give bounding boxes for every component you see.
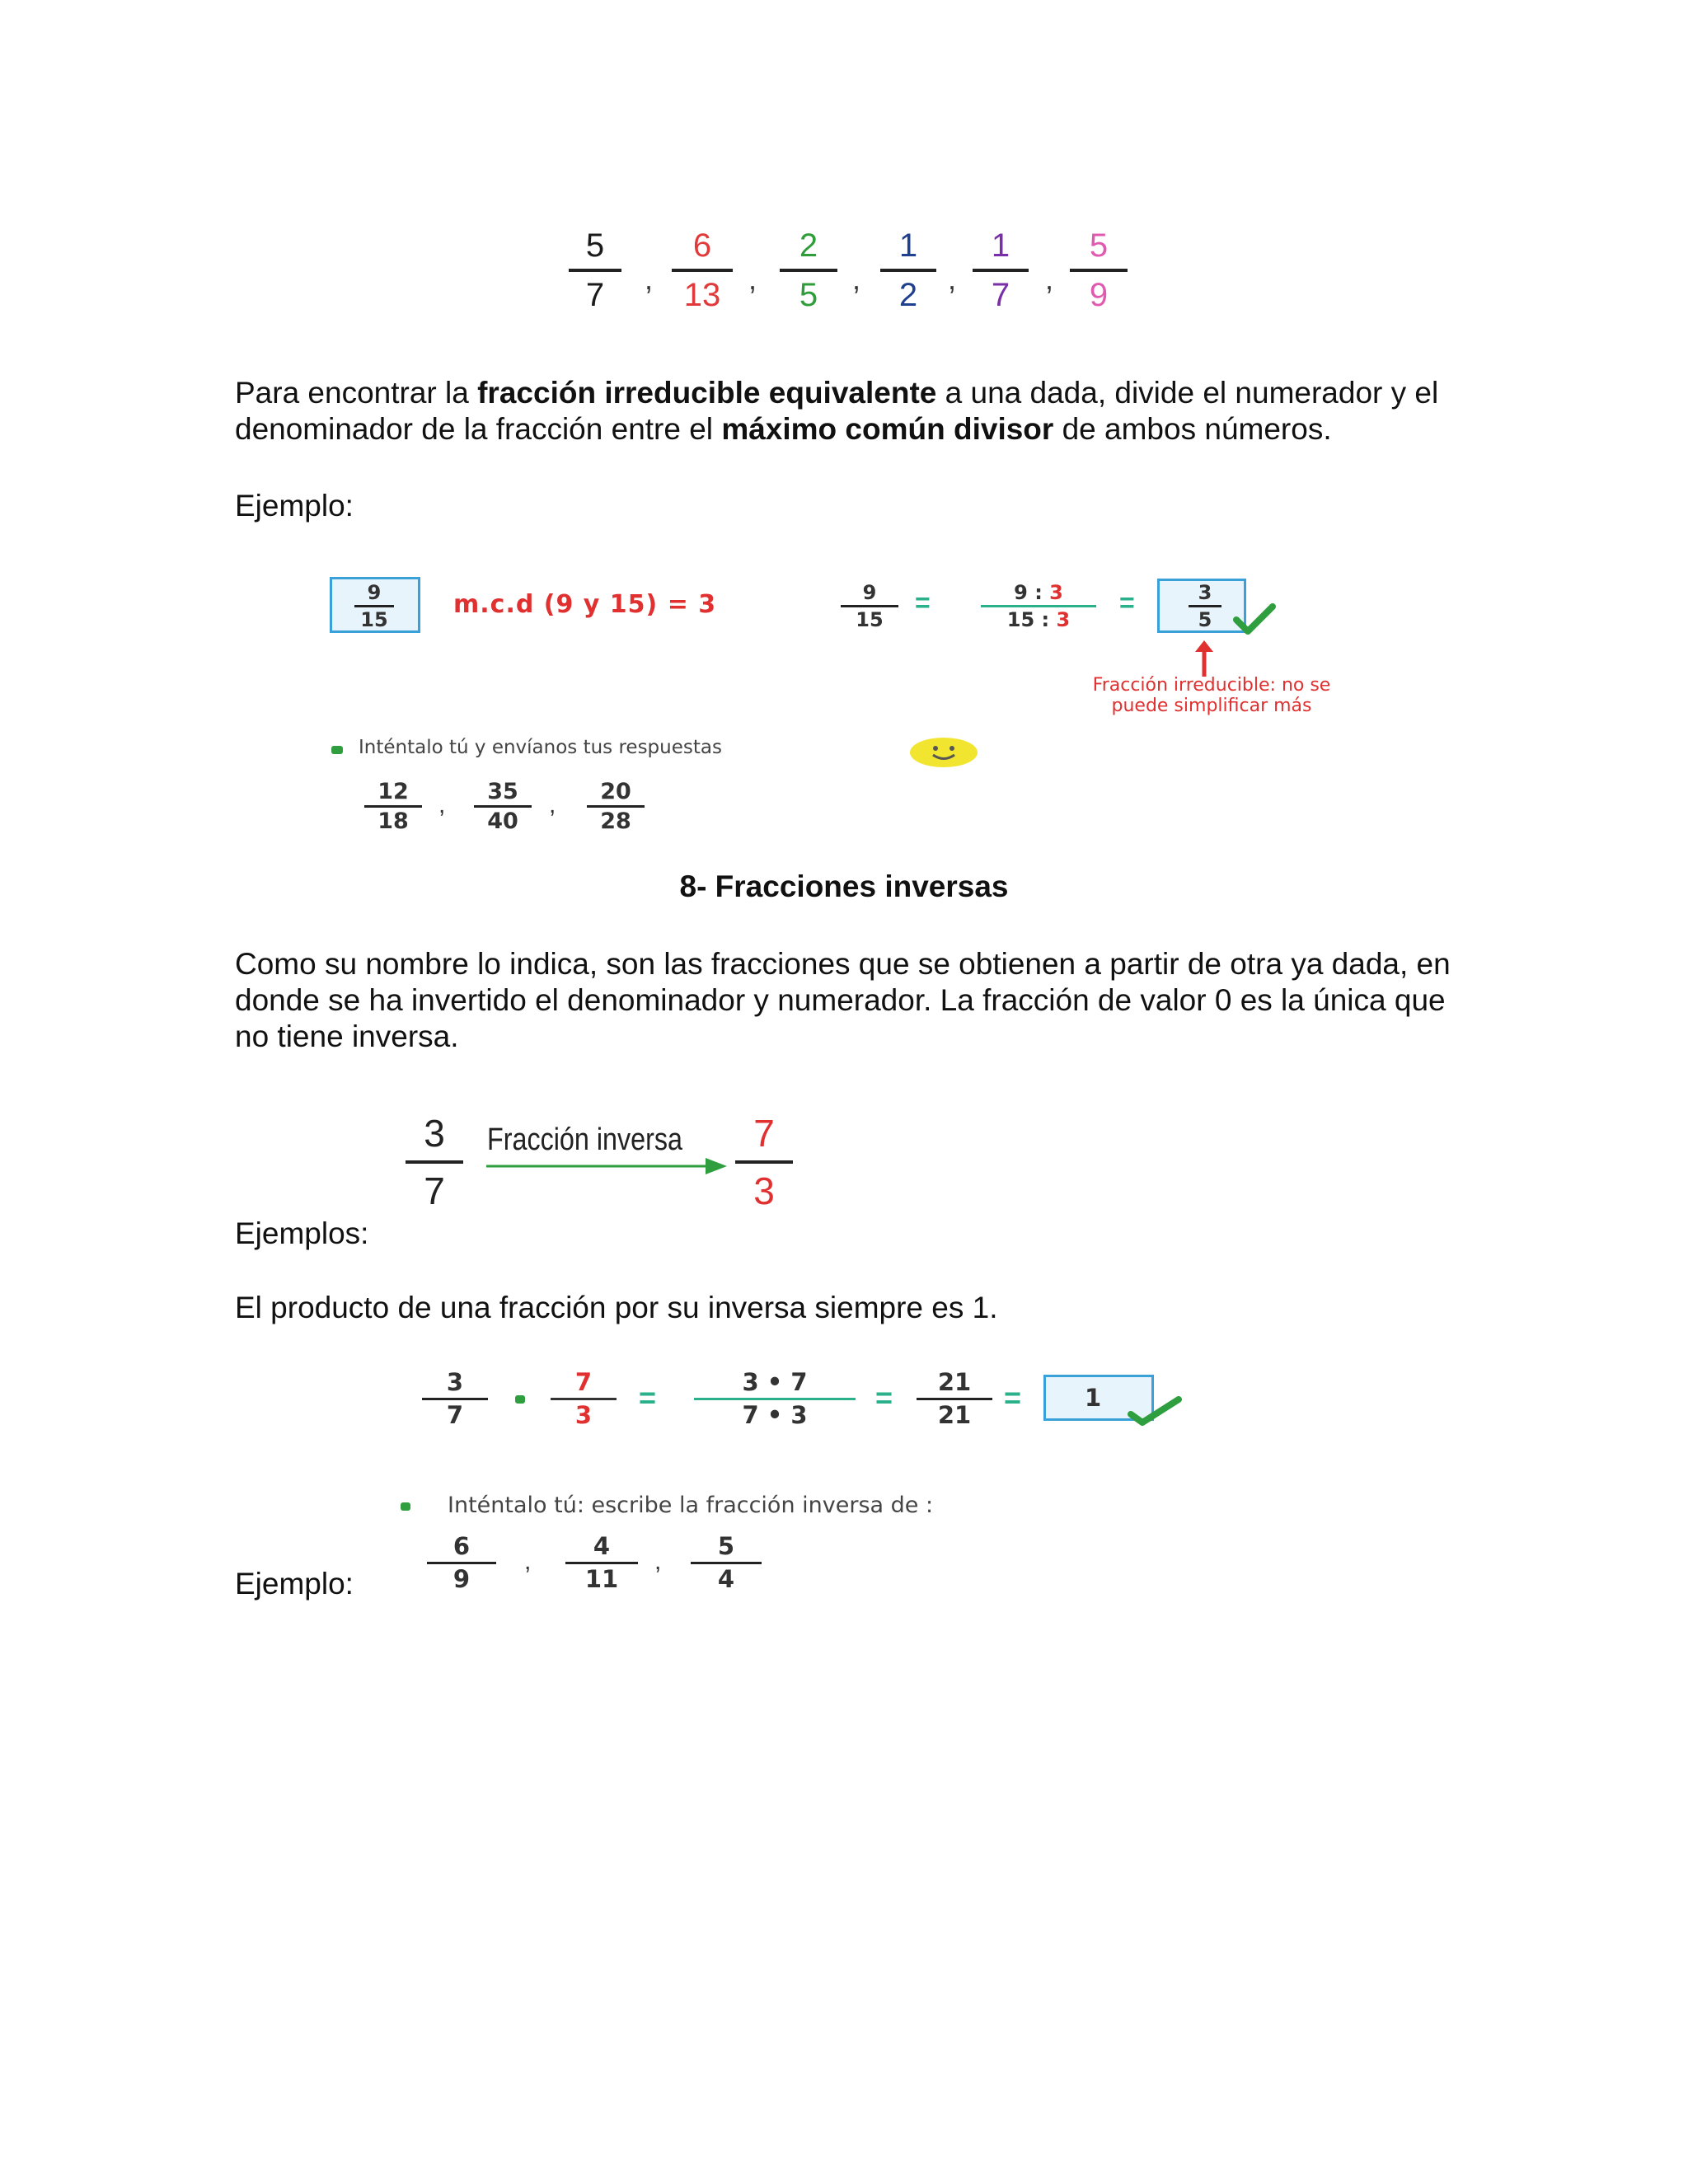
section-title: 8- Fracciones inversas [679,869,1009,903]
numerator: 9 [862,581,877,604]
inverse-arrow-label: Fracción inversa [487,1122,682,1157]
fraction-5-7 [569,229,621,312]
numerator: 9 [367,581,382,604]
denominator: 15 : 3 [1006,608,1071,631]
try-instruction: Inténtalo tú: escribe la fracción inversa de : [448,1493,934,1518]
fraction-2-5 [780,229,837,312]
numerator: 5 [1089,227,1109,264]
irreducible-note: Fracción irreducible: no se puede simplificar más [1092,675,1331,716]
equals-sign: = [639,1380,657,1414]
denominator: 5 [1198,608,1212,631]
bold-term: fracción irreducible equivalente [477,376,937,410]
denominator: 9 [1089,277,1109,313]
numerator: 5 [585,227,605,264]
fraction-9-15-plain [841,583,898,630]
equals-sign: = [915,588,931,617]
numerator: 2 [799,227,818,264]
bold-term: máximo común divisor [721,412,1054,446]
fraction-7-3-small: 7 3 [551,1371,617,1427]
right-arrow-icon [485,1155,732,1177]
paragraph-text: de ambos números. [1053,412,1332,446]
equals-sign: = [1004,1380,1022,1414]
numerator: 6 [692,227,712,264]
examples-label: Ejemplos: [235,1216,369,1250]
exercise-fraction-35-40: 35 40 [474,780,532,832]
fraction-9-15 [354,583,394,630]
check-icon [1233,603,1276,636]
fraction-3-7-small: 3 7 [422,1371,488,1427]
denominator: 15 [856,608,884,631]
paragraph-product: El producto de una fracción por su inversa siempre es 1. [235,1291,998,1324]
numerator: 3 [1198,581,1212,604]
denominator: 5 [799,277,818,313]
fraction-5-9 [1070,229,1128,312]
example-label: Ejemplo: [235,489,354,523]
smiley-icon [908,736,979,769]
equals-sign: = [875,1380,893,1414]
exercise-fraction-12-18: 12 18 [364,780,422,832]
product-fraction: 3 • 7 7 • 3 [694,1371,856,1427]
paragraph-text: a una dada, divide el numerador y el denominador de la fracción entre el [235,376,1439,446]
fraction-21-21: 21 21 [917,1371,992,1427]
mcd-text: m.c.d (9 y 15) = 3 [453,590,717,619]
fraction-7-3: 7 3 [735,1114,793,1210]
fraction-6-13 [672,229,733,312]
fraction-1-2 [880,229,936,312]
exercise-fraction-5-4: 5 4 [691,1535,762,1591]
fraction-1-7 [973,229,1029,312]
check-icon [1128,1394,1182,1427]
exercise-fraction-4-11: 4 11 [565,1535,638,1591]
denominator: 2 [898,277,918,313]
up-arrow-icon [1192,639,1217,678]
exercise-fraction-6-9: 6 9 [427,1535,496,1591]
result-value: 1 [1085,1384,1102,1412]
numerator: 1 [991,227,1010,264]
equals-sign: = [1119,588,1135,617]
paragraph-inverse-definition: Como su nombre lo indica, son las fracciones que se obtienen a partir de otra ya dada, en donde se ha invertido el denominador y numerador. La fracción de valor 0 es la única que no tiene inversa. [235,947,1451,1053]
division-fraction [981,583,1096,630]
multiply-dot-icon [515,1395,525,1404]
example-label: Ejemplo: [235,1567,354,1601]
denominator: 15 [360,608,388,631]
denominator: 7 [585,277,605,313]
fraction-3-5 [1189,583,1221,630]
exercise-fraction-20-28: 20 28 [587,780,645,832]
try-instruction: Inténtalo tú y envíanos tus respuestas [359,737,722,758]
denominator: 7 [991,277,1010,313]
denominator: 13 [683,277,721,313]
paragraph-text: Para encontrar la [235,376,478,410]
bullet-icon [401,1502,410,1511]
bullet-icon [331,746,343,754]
paragraph-irreducible [235,375,1488,448]
numerator: 9 : 3 [1014,581,1063,604]
fraction-3-7: 3 7 [406,1114,463,1210]
numerator: 1 [898,227,918,264]
